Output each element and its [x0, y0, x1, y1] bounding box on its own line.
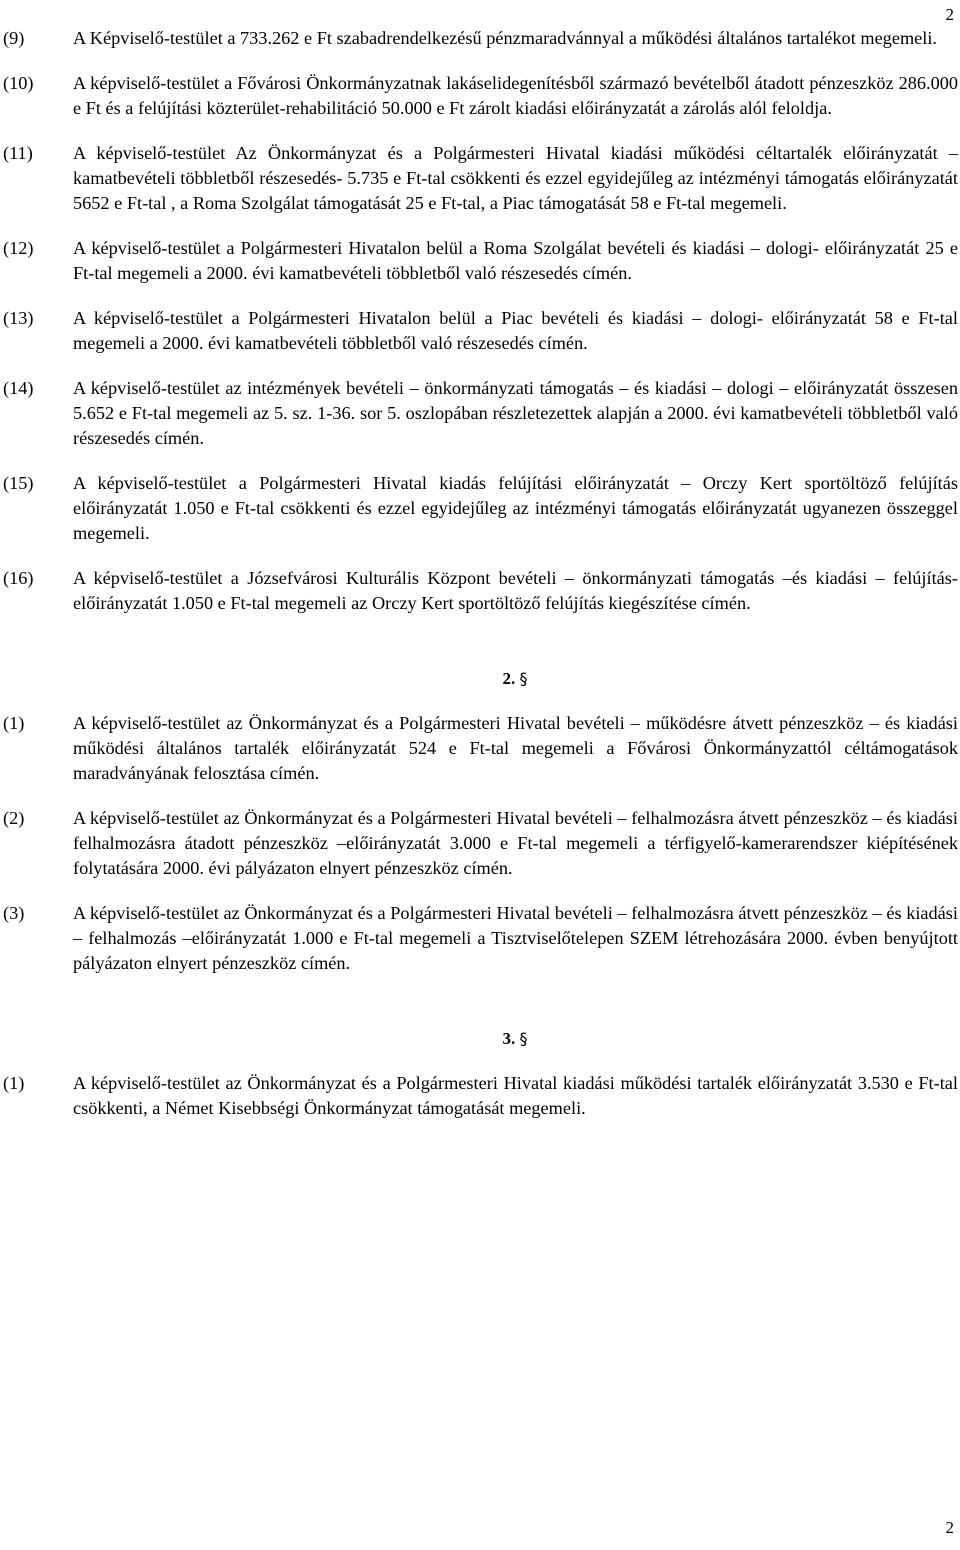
paragraph-text: A képviselő-testület az Önkormányzat és a Polgármesteri Hivatal bevételi – felhalmozásra átvett pénzeszköz – és kiadási – felhalmozás –előirányzatát 1.000 e Ft-tal megemeli a Tisztviselőtelepen SZEM létrehozására 2000. évben benyújtott pályázaton elnyert pénzeszköz címén. — [73, 903, 958, 973]
paragraph-16 — [0, 566, 958, 616]
section-2 — [0, 666, 958, 976]
paragraph-number: (1) — [3, 713, 25, 733]
section-heading — [0, 666, 958, 691]
paragraph-number: (15) — [3, 473, 34, 493]
section-3 — [0, 1026, 958, 1121]
paragraph-number: (2) — [3, 808, 25, 828]
section-mark: § — [519, 1029, 528, 1048]
paragraph-text: A képviselő-testület a Polgármesteri Hivatal kiadás felújítási előirányzatát – Orczy Kert sportöltöző felújítás előirányzatát 1.050 e Ft-tal csökkenti és ezzel egyidejűleg az intézményi támogatás előirányzatát ugyanezen összeggel megemeli. — [73, 473, 958, 543]
paragraph-text: A képviselő-testület az Önkormányzat és a Polgármesteri Hivatal bevételi – felhalmozásra átvett pénzeszköz – és kiadási felhalmozásra átadott pénzeszköz –előirányzatát 3.000 e Ft-tal megemeli a térfigyelő-kamerarendszer kiépítésének folytatására 2000. évi pályázaton elnyert pénzeszköz címén. — [73, 808, 958, 878]
paragraph-number: (10) — [3, 73, 34, 93]
section-number: 3. — [502, 1029, 516, 1048]
paragraph-number: (3) — [3, 903, 25, 923]
paragraph-15 — [0, 471, 958, 546]
page-number-bottom: 2 — [945, 1518, 954, 1537]
paragraph-number: (14) — [3, 378, 34, 398]
paragraph-9 — [0, 26, 958, 51]
paragraph-text: A képviselő-testület a Józsefvárosi Kulturális Központ bevételi – önkormányzati támogatás –és kiadási – felújítás- előirányzatát 1.050 e Ft-tal megemeli az Orczy Kert sportöltöző felújítás kiegészítése címén. — [73, 568, 958, 613]
paragraph-2 — [0, 806, 958, 881]
paragraph-text: A képviselő-testület az Önkormányzat és a Polgármesteri Hivatal bevételi – működésre átvett pénzeszköz – és kiadási működési általános tartalék előirányzatát 524 e Ft-tal megemeli a Fővárosi Önkormányzattól céltámogatások maradványának felosztása címén. — [73, 713, 958, 783]
paragraph-12 — [0, 236, 958, 286]
paragraph-text: A képviselő-testület a Polgármesteri Hivatalon belül a Piac bevételi és kiadási – dologi- előirányzatát 58 e Ft-tal megemeli a 2000. évi kamatbevételi többletből való részesedés címén. — [73, 308, 958, 353]
page-number-top: 2 — [945, 5, 954, 24]
paragraph-text: A képviselő-testület az Önkormányzat és a Polgármesteri Hivatal kiadási működési tartalék előirányzatát 3.530 e Ft-tal csökkenti, a Német Kisebbségi Önkormányzat támogatását megemeli. — [73, 1073, 958, 1118]
paragraph-text: A képviselő-testület Az Önkormányzat és a Polgármesteri Hivatal kiadási működési céltartalék előirányzatát – kamatbevételi többletből részesedés- 5.735 e Ft-tal csökkenti és ezzel egyidejűleg az intézményi támogatás előirányzatát 5652 e Ft-tal , a Roma Szolgálat támogatását 25 e Ft-tal, a Piac támogatását 58 e Ft-tal megemeli. — [73, 143, 958, 213]
section-number: 2. — [502, 669, 516, 688]
paragraph-number: (9) — [3, 28, 25, 48]
paragraph-13 — [0, 306, 958, 356]
paragraph-14 — [0, 376, 958, 451]
paragraph-number: (12) — [3, 238, 34, 258]
paragraph-1 — [0, 1071, 958, 1121]
paragraph-number: (16) — [3, 568, 34, 588]
paragraph-11 — [0, 141, 958, 216]
paragraph-1 — [0, 711, 958, 786]
paragraph-text: A képviselő-testület az intézmények bevételi – önkormányzati támogatás – és kiadási – dologi – előirányzatát összesen 5.652 e Ft-tal megemeli az 5. sz. 1-36. sor 5. oszlopában részletezettek alapján a 2000. évi kamatbevételi többletből való részesedés címén. — [73, 378, 958, 448]
paragraph-number: (13) — [3, 308, 34, 328]
paragraph-text: A képviselő-testület a Fővárosi Önkormányzatnak lakáselidegenítésből származó bevételből átadott pénzeszköz 286.000 e Ft és a felújítási közterület-rehabilitáció 50.000 e Ft zárolt kiadási előirányzatát a zárolás alól feloldja. — [73, 73, 958, 118]
paragraph-3 — [0, 901, 958, 976]
section-1-continuation — [0, 26, 958, 616]
section-mark: § — [519, 669, 528, 688]
paragraph-text: A Képviselő-testület a 733.262 e Ft szabadrendelkezésű pénzmaradvánnyal a működési általános tartalékot megemeli. — [73, 28, 938, 48]
paragraph-10 — [0, 71, 958, 121]
paragraph-number: (11) — [3, 143, 33, 163]
section-heading — [0, 1026, 958, 1051]
document-body — [0, 26, 958, 1141]
paragraph-number: (1) — [3, 1073, 25, 1093]
paragraph-text: A képviselő-testület a Polgármesteri Hivatalon belül a Roma Szolgálat bevételi és kiadási – dologi- előirányzatát 25 e Ft-tal megemeli a 2000. évi kamatbevételi többletből való részesedés címén. — [73, 238, 958, 283]
